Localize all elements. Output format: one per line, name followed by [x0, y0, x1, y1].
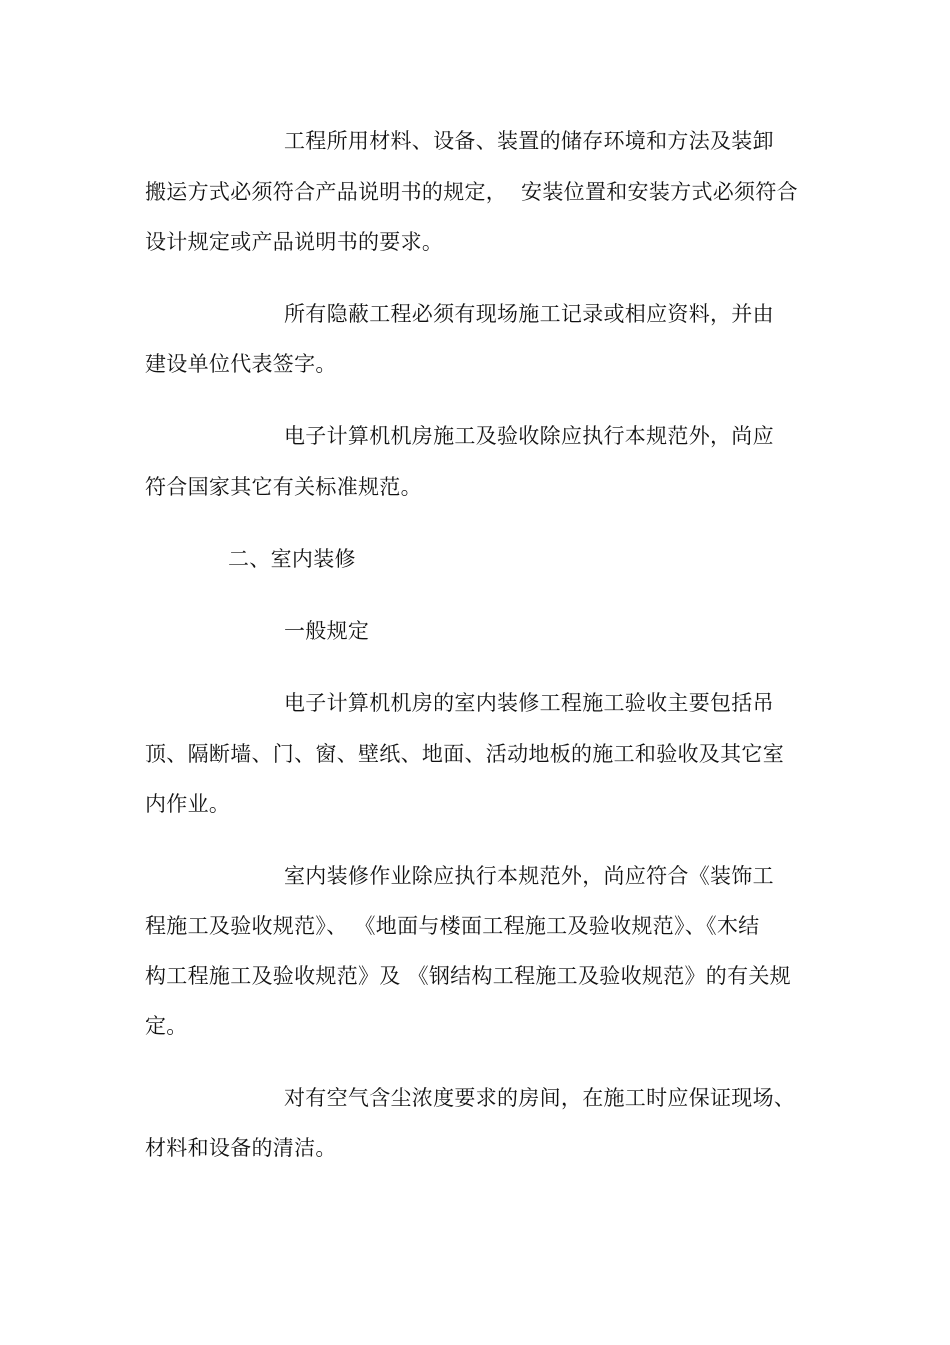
paragraph-1-line-1: 工程所用材料、设备、装置的储存环境和方法及装卸	[284, 129, 774, 153]
paragraph-2-line-2: 建设单位代表签字。	[145, 352, 337, 376]
paragraph-2-line-1: 所有隐蔽工程必须有现场施工记录或相应资料，并由	[284, 302, 774, 326]
paragraph-4-line-3: 内作业。	[145, 792, 231, 816]
section-heading: 二、室内装修	[228, 547, 356, 571]
paragraph-6-line-1: 对有空气含尘浓度要求的房间，在施工时应保证现场、	[284, 1086, 796, 1110]
paragraph-3-line-2: 符合国家其它有关标准规范。	[145, 475, 422, 499]
paragraph-1-line-2: 搬运方式必须符合产品说明书的规定， 安装位置和安装方式必须符合	[145, 180, 798, 204]
paragraph-1-line-3: 设计规定或产品说明书的要求。	[145, 230, 444, 254]
paragraph-4-line-1: 电子计算机机房的室内装修工程施工验收主要包括吊	[284, 691, 774, 715]
subsection-heading: 一般规定	[284, 619, 370, 643]
paragraph-3-line-1: 电子计算机机房施工及验收除应执行本规范外，尚应	[284, 424, 774, 448]
paragraph-5-line-3: 构工程施工及验收规范》及 《钢结构工程施工及验收规范》的有关规	[145, 964, 791, 988]
paragraph-6-line-2: 材料和设备的清洁。	[145, 1136, 337, 1160]
paragraph-5-line-2: 程施工及验收规范》、 《地面与楼面工程施工及验收规范》、《木结	[145, 914, 760, 938]
paragraph-4-line-2: 顶、隔断墙、门、窗、壁纸、地面、活动地板的施工和验收及其它室	[145, 742, 784, 766]
paragraph-5-line-1: 室内装修作业除应执行本规范外，尚应符合《装饰工	[284, 864, 774, 888]
paragraph-5-line-4: 定。	[145, 1014, 188, 1038]
